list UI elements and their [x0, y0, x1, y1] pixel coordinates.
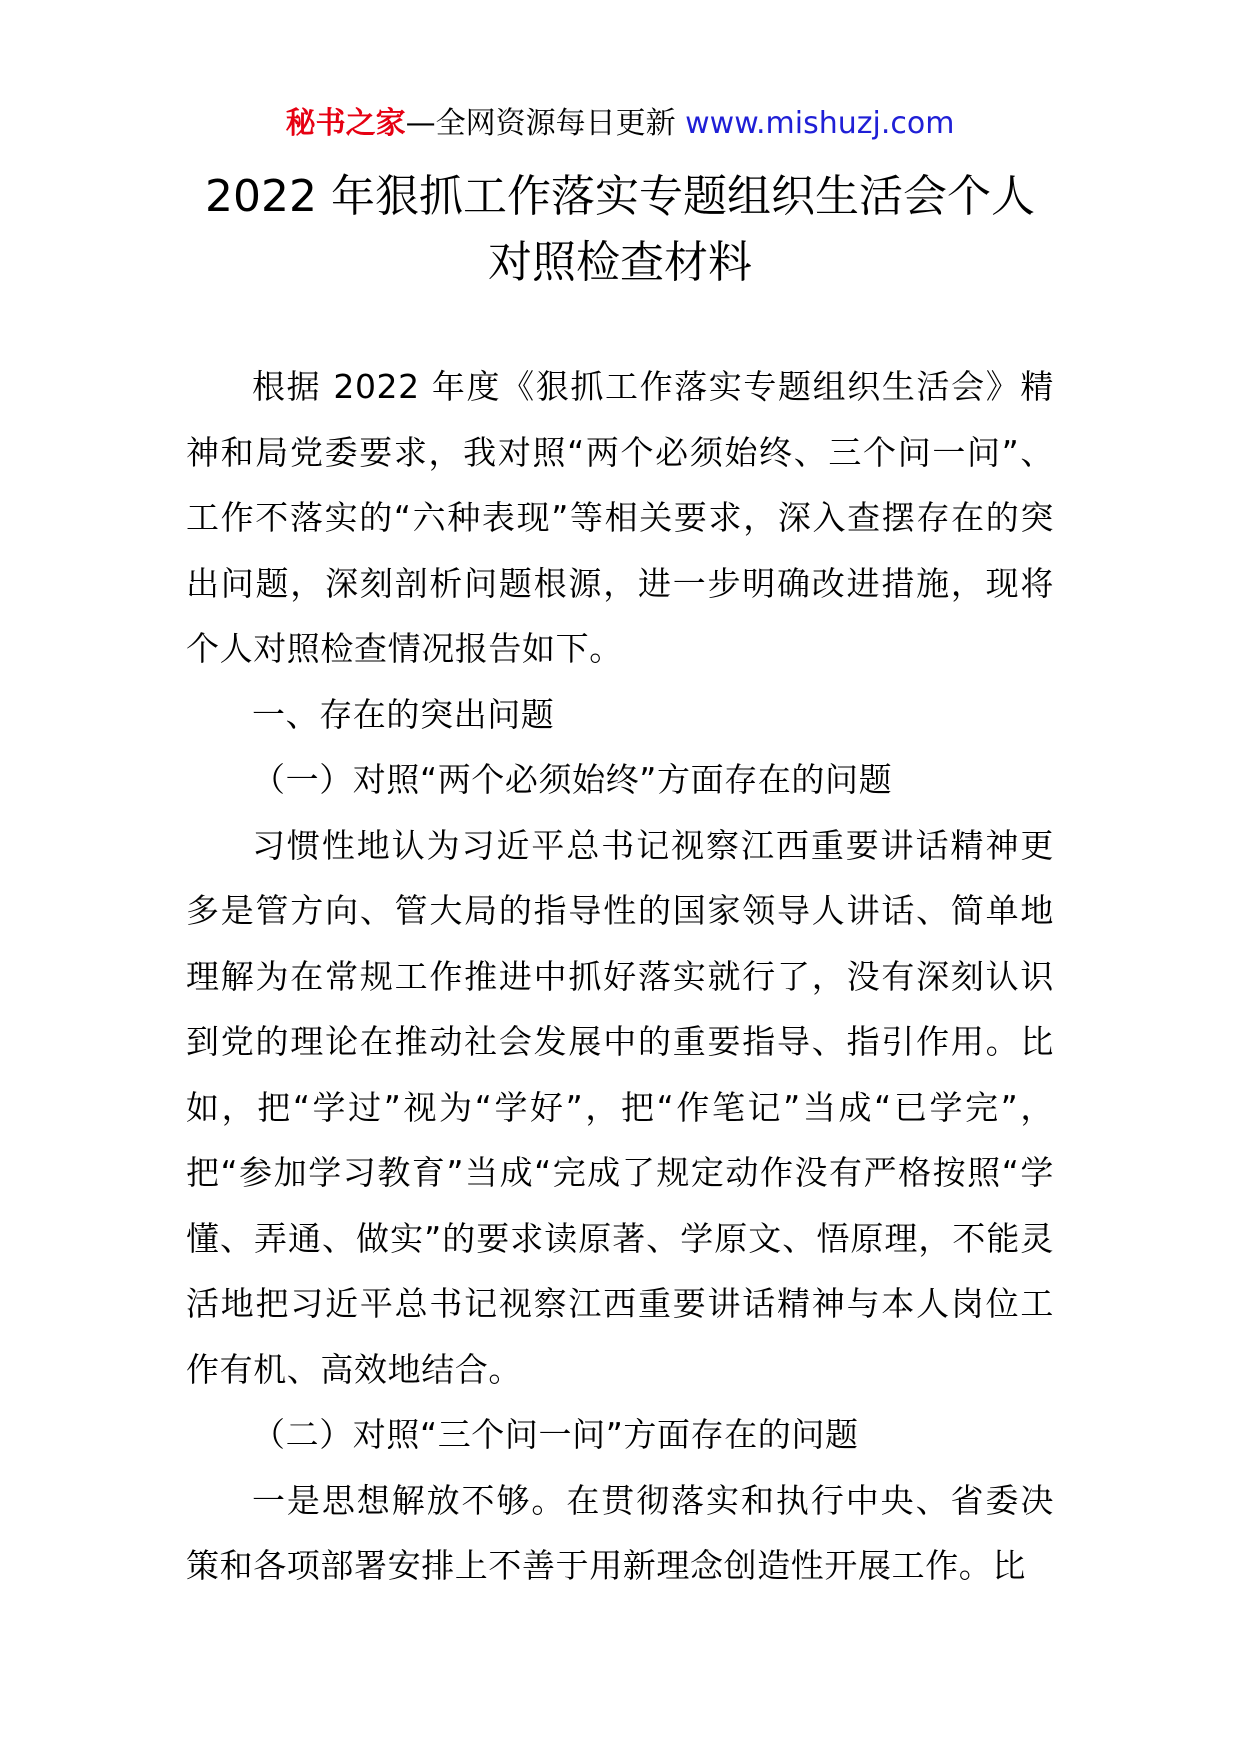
body-paragraph-1: 习惯性地认为习近平总书记视察江西重要讲话精神更多是管方向、管大局的指导性的国家领导人讲话、简单地理解为在常规工作推进中抓好落实就行了，没有深刻认识到党的理论在推动社会发展中的重要指导、指引作用。比如，把“学过”视为“学好”，把“作笔记”当成“已学完”，把“参加学习教育”当成“完成了规定动作没有严格按照“学懂、弄通、做实”的要求读原著、学原文、悟原理，不能灵活地把习近平总书记视察江西重要讲话精神与本人岗位工作有机、高效地结合。 [186, 825, 1054, 1389]
subsection-heading-2: （二）对照“三个问一问”方面存在的问题 [252, 1415, 859, 1454]
document-body [186, 354, 1054, 1599]
watermark-header [0, 102, 1240, 146]
section-heading-1: 一、存在的突出问题 [252, 694, 555, 734]
document-title [100, 164, 1140, 296]
brand-name: 秘书之家 [285, 106, 406, 141]
title-line-1: 2022 年狠抓工作落实专题组织生活会个人 [205, 171, 1035, 222]
intro-paragraph: 根据 2022 年度《狠抓工作落实专题组织生活会》精神和局党委要求，我对照“两个必须始终、三个问一问”、工作不落实的“六种表现”等相关要求，深入查摆存在的突出问题，深刻剖析问题根源，进一步明确改进措施，现将个人对照检查情况报告如下。 [186, 367, 1054, 668]
subsection-heading-1: （一）对照“两个必须始终”方面存在的问题 [252, 760, 893, 799]
site-url-link[interactable]: www.mishuzj.com [685, 106, 955, 141]
header-slogan: —全网资源每日更新 [405, 106, 686, 141]
title-line-2: 对照检查材料 [488, 237, 752, 288]
body-paragraph-2: 一是思想解放不够。在贯彻落实和执行中央、省委决策和各项部署安排上不善于用新理念创造性开展工作。比 [186, 1480, 1054, 1585]
